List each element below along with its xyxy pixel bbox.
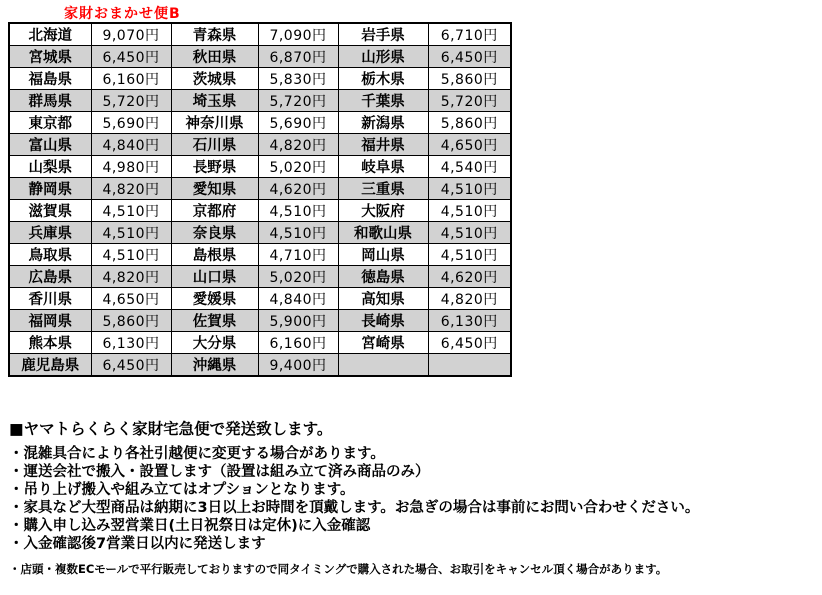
note-item: ・家具など大型商品は納期に3日以上お時間を頂戴します。お急ぎの場合は事前にお問い合わせください。 <box>9 500 700 516</box>
prefecture-cell: 石川県 <box>171 134 258 156</box>
prefecture-cell: 三重県 <box>338 178 428 200</box>
price-cell: 4,820円 <box>91 266 171 288</box>
prefecture-cell: 岡山県 <box>338 244 428 266</box>
notes-section <box>9 421 819 576</box>
price-cell: 4,820円 <box>91 178 171 200</box>
price-cell: 6,160円 <box>91 68 171 90</box>
prefecture-cell: 長崎県 <box>338 310 428 332</box>
prefecture-cell: 東京都 <box>9 112 91 134</box>
price-cell: 4,820円 <box>428 288 511 310</box>
table-row <box>9 222 511 244</box>
price-cell: 5,020円 <box>258 266 338 288</box>
price-cell: 6,160円 <box>258 332 338 354</box>
prefecture-cell: 山梨県 <box>9 156 91 178</box>
prefecture-cell: 福井県 <box>338 134 428 156</box>
price-cell: 6,450円 <box>428 332 511 354</box>
prefecture-cell: 青森県 <box>171 23 258 46</box>
prefecture-cell: 長野県 <box>171 156 258 178</box>
price-cell: 6,130円 <box>428 310 511 332</box>
prefecture-cell: 茨城県 <box>171 68 258 90</box>
prefecture-cell: 栃木県 <box>338 68 428 90</box>
price-cell: 5,720円 <box>428 90 511 112</box>
prefecture-cell: 兵庫県 <box>9 222 91 244</box>
price-cell: 5,860円 <box>428 112 511 134</box>
price-cell: 4,820円 <box>258 134 338 156</box>
price-cell: 4,510円 <box>428 222 511 244</box>
price-cell: 4,540円 <box>428 156 511 178</box>
price-cell: 5,720円 <box>91 90 171 112</box>
price-cell: 4,510円 <box>258 200 338 222</box>
price-cell: 5,690円 <box>258 112 338 134</box>
price-cell: 9,400円 <box>258 354 338 377</box>
shipping-fee-table <box>8 22 512 377</box>
price-cell: 4,840円 <box>258 288 338 310</box>
shipping-table-title: 家財おまかせ便B <box>64 6 181 22</box>
shipping-fee-table-body <box>9 23 511 376</box>
price-cell: 4,650円 <box>91 288 171 310</box>
price-cell: 4,620円 <box>258 178 338 200</box>
prefecture-cell: 大分県 <box>171 332 258 354</box>
prefecture-cell: 鹿児島県 <box>9 354 91 377</box>
table-row <box>9 310 511 332</box>
price-cell: 9,070円 <box>91 23 171 46</box>
prefecture-cell: 滋賀県 <box>9 200 91 222</box>
price-cell: 5,720円 <box>258 90 338 112</box>
prefecture-cell: 山形県 <box>338 46 428 68</box>
prefecture-cell <box>338 354 428 377</box>
price-cell: 5,900円 <box>258 310 338 332</box>
prefecture-cell: 大阪府 <box>338 200 428 222</box>
table-row <box>9 23 511 46</box>
table-row <box>9 134 511 156</box>
price-cell: 6,710円 <box>428 23 511 46</box>
price-cell: 4,510円 <box>428 200 511 222</box>
price-cell: 4,510円 <box>91 222 171 244</box>
price-cell: 5,860円 <box>428 68 511 90</box>
table-row <box>9 46 511 68</box>
prefecture-cell: 埼玉県 <box>171 90 258 112</box>
prefecture-cell: 香川県 <box>9 288 91 310</box>
prefecture-cell: 新潟県 <box>338 112 428 134</box>
prefecture-cell: 千葉県 <box>338 90 428 112</box>
price-cell: 6,870円 <box>258 46 338 68</box>
prefecture-cell: 神奈川県 <box>171 112 258 134</box>
note-item: ・吊り上げ搬入や組み立てはオプションとなります。 <box>9 482 355 498</box>
prefecture-cell: 福岡県 <box>9 310 91 332</box>
price-cell: 4,510円 <box>91 200 171 222</box>
note-item: ・混雑具合により各社引越便に変更する場合があります。 <box>9 446 385 462</box>
price-cell: 4,650円 <box>428 134 511 156</box>
price-cell: 4,620円 <box>428 266 511 288</box>
table-row <box>9 200 511 222</box>
note-item: ・入金確認後7営業日以内に発送します <box>9 536 266 552</box>
prefecture-cell: 富山県 <box>9 134 91 156</box>
prefecture-cell: 岩手県 <box>338 23 428 46</box>
prefecture-cell: 沖縄県 <box>171 354 258 377</box>
table-row <box>9 266 511 288</box>
prefecture-cell: 岐阜県 <box>338 156 428 178</box>
prefecture-cell: 福島県 <box>9 68 91 90</box>
price-cell: 6,450円 <box>91 46 171 68</box>
price-cell: 4,510円 <box>258 222 338 244</box>
prefecture-cell: 島根県 <box>171 244 258 266</box>
table-row <box>9 112 511 134</box>
price-cell: 5,860円 <box>91 310 171 332</box>
table-row <box>9 332 511 354</box>
price-cell <box>428 354 511 377</box>
table-row <box>9 68 511 90</box>
notes-heading: ■ヤマトらくらく家財宅急便で発送致します。 <box>9 420 333 438</box>
price-cell: 5,020円 <box>258 156 338 178</box>
prefecture-cell: 愛知県 <box>171 178 258 200</box>
price-cell: 4,840円 <box>91 134 171 156</box>
table-row <box>9 90 511 112</box>
table-row <box>9 354 511 377</box>
prefecture-cell: 佐賀県 <box>171 310 258 332</box>
prefecture-cell: 和歌山県 <box>338 222 428 244</box>
price-cell: 4,510円 <box>428 178 511 200</box>
table-row <box>9 178 511 200</box>
prefecture-cell: 宮城県 <box>9 46 91 68</box>
prefecture-cell: 北海道 <box>9 23 91 46</box>
table-row <box>9 288 511 310</box>
prefecture-cell: 高知県 <box>338 288 428 310</box>
price-cell: 6,450円 <box>91 354 171 377</box>
prefecture-cell: 熊本県 <box>9 332 91 354</box>
prefecture-cell: 徳島県 <box>338 266 428 288</box>
prefecture-cell: 山口県 <box>171 266 258 288</box>
prefecture-cell: 群馬県 <box>9 90 91 112</box>
price-cell: 4,510円 <box>428 244 511 266</box>
note-item: ・運送会社で搬入・設置します（設置は組み立て済み商品のみ） <box>9 464 430 480</box>
prefecture-cell: 鳥取県 <box>9 244 91 266</box>
note-item: ・購入申し込み翌営業日(土日祝祭日は定休)に入金確認 <box>9 518 371 534</box>
price-cell: 6,130円 <box>91 332 171 354</box>
notes-list <box>9 445 819 553</box>
price-cell: 4,980円 <box>91 156 171 178</box>
prefecture-cell: 宮崎県 <box>338 332 428 354</box>
prefecture-cell: 広島県 <box>9 266 91 288</box>
prefecture-cell: 静岡県 <box>9 178 91 200</box>
price-cell: 4,710円 <box>258 244 338 266</box>
price-cell: 7,090円 <box>258 23 338 46</box>
table-row <box>9 244 511 266</box>
fine-print-note: ・店頭・複数ECモールで平行販売しておりますので同タイミングで購入された場合、お取引をキャンセル頂く場合があります。 <box>9 562 668 576</box>
table-row <box>9 156 511 178</box>
price-cell: 5,830円 <box>258 68 338 90</box>
prefecture-cell: 京都府 <box>171 200 258 222</box>
price-cell: 4,510円 <box>91 244 171 266</box>
prefecture-cell: 愛媛県 <box>171 288 258 310</box>
prefecture-cell: 奈良県 <box>171 222 258 244</box>
price-cell: 5,690円 <box>91 112 171 134</box>
price-cell: 6,450円 <box>428 46 511 68</box>
prefecture-cell: 秋田県 <box>171 46 258 68</box>
